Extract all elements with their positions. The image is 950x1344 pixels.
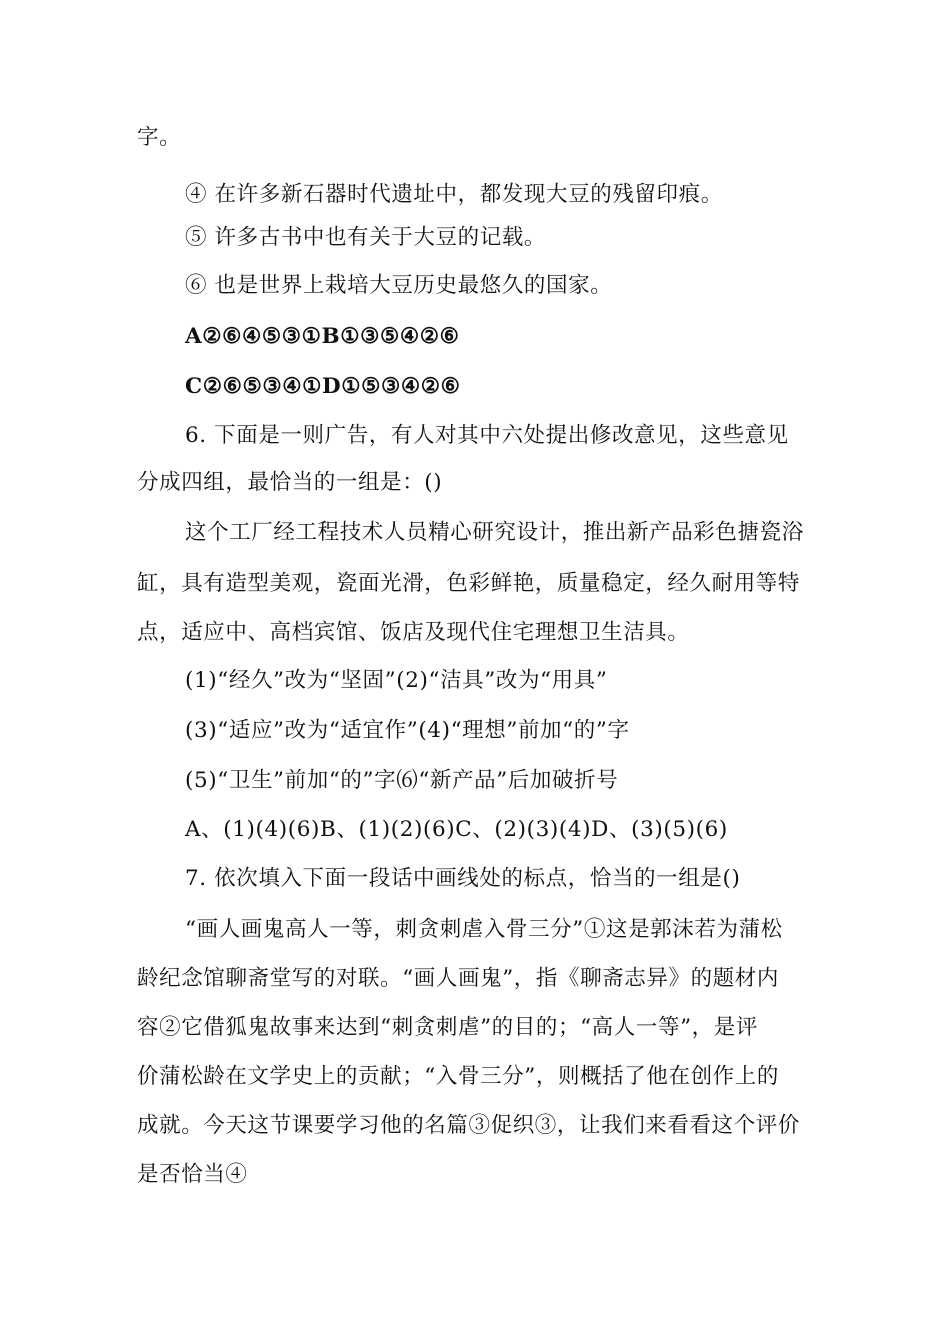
advert-text: 这个工厂经工程技术人员精心研究设计，推出新产品彩色搪瓷浴	[185, 520, 804, 545]
suggestion-1-2: (1)“经久”改为“坚固”(2)“洁具”改为“用具”	[185, 668, 608, 693]
text-line: 字。	[137, 125, 182, 150]
answer-options-cd: C②⑥⑤③④①D①⑤③④②⑥	[185, 374, 461, 399]
passage-line: 龄纪念馆聊斋堂写的对联。“画人画鬼”，指《聊斋志异》的题材内	[137, 966, 779, 991]
passage-line: 容②它借狐鬼故事来达到“刺贪刺虐”的目的；“高人一等”，是评	[137, 1015, 758, 1040]
suggestion-5-6: (5)“卫生”前加“的”字⑹“新产品”后加破折号	[185, 768, 619, 793]
question-6-title: 6. 下面是一则广告，有人对其中六处提出修改意见，这些意见	[185, 423, 789, 448]
advert-text-cont: 缸，具有造型美观，瓷面光滑，色彩鲜艳，质量稳定，经久耐用等特	[137, 571, 801, 596]
passage-line: 价蒲松龄在文学史上的贡献；“入骨三分”，则概括了他在创作上的	[137, 1064, 779, 1089]
passage-line: 成就。今天这节课要学习他的名篇③促织③，让我们来看看这个评价	[137, 1113, 801, 1138]
sentence-4: ④ 在许多新石器时代遗址中，都发现大豆的残留印痕。	[185, 182, 723, 207]
question-6-title-cont: 分成四组，最恰当的一组是：()	[137, 470, 443, 495]
passage-line: 是否恰当④	[137, 1162, 248, 1187]
sentence-6: ⑥ 也是世界上栽培大豆历史最悠久的国家。	[185, 273, 613, 298]
sentence-5: ⑤ 许多古书中也有关于大豆的记载。	[185, 225, 547, 250]
advert-text-end: 点，适应中、高档宾馆、饭店及现代住宅理想卫生洁具。	[137, 620, 690, 645]
question-7-title: 7. 依次填入下面一段话中画线处的标点，恰当的一组是()	[185, 866, 741, 891]
passage-line: “画人画鬼高人一等，刺贪刺虐入骨三分”①这是郭沫若为蒲松	[185, 917, 783, 942]
question-6-options: A、(1)(4)(6)B、(1)(2)(6)C、(2)(3)(4)D、(3)(5)(6)	[185, 817, 728, 842]
suggestion-3-4: (3)“适应”改为“适宜作”(4)“理想”前加“的”字	[185, 718, 630, 743]
answer-options-ab: A②⑥④⑤③①B①③⑤④②⑥	[185, 324, 460, 349]
